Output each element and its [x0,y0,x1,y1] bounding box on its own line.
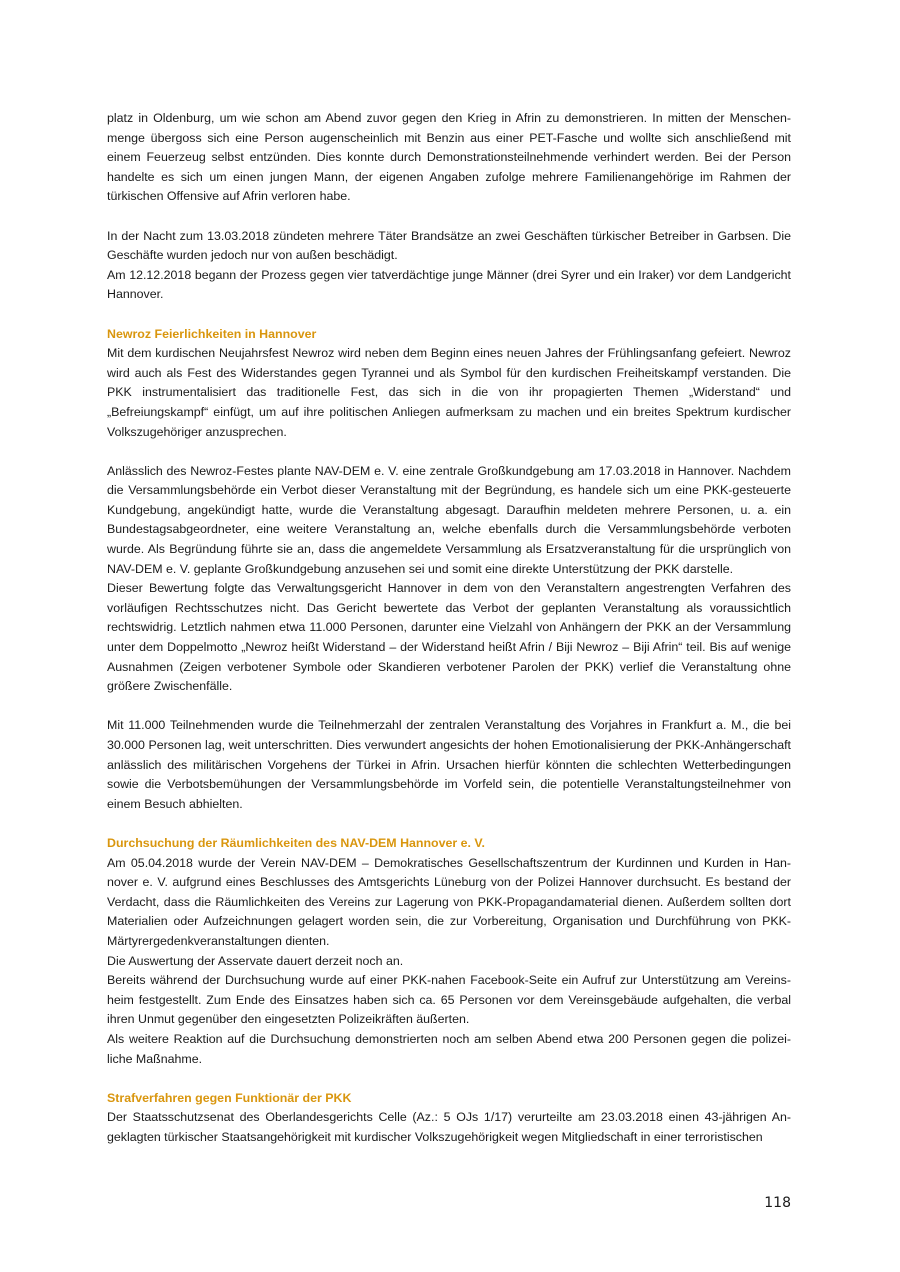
page-number: 118 [764,1195,791,1211]
paragraph-newroz-ban: Anlässlich des Newroz-Festes plante NAV-DEM e. V. eine zentrale Großkundgebung am 17.03.2018 in Hannover. Nachdem die Versammlungsbehörde ein Verbot dieser Veranstaltung mit der Begründung, es handele sich um eine PKK-gesteuerte Kundgebung, angekündigt hatte, wurde die Veranstaltung abgesagt. Daraufhin meldeten mehrere Personen, u. a. ein Bundestagsabgeordneter, eine weitere Veranstaltung an, welche ebenfalls durch die Versammlungsbehörde verboten wurde. Als Begründung führte sie an, dass die angemeldete Versammlung als Ersatzveranstaltung für die ursprünglich von NAV-DEM e. V. geplante Großkundgebung anzusehen sei und somit eine direkte Unterstützung der PKK darstelle. [107,463,791,576]
paragraph-gap [107,207,791,227]
document-body [107,109,791,1147]
paragraph-gap [107,442,791,462]
paragraph-gap [107,305,791,325]
paragraph-arson-garbsen: In der Nacht zum 13.03.2018 zündeten mehrere Täter Brandsätze an zwei Geschäften türkischer Betreiber in Garbsen. Die Geschäfte wurden jedoch nur von außen beschädigt. [107,228,791,263]
paragraph-court-ruling: Dieser Bewertung folgte das Verwaltungsgericht Hannover in dem von den Veranstaltern angestrengten Verfahren des vorläufigen Rechtsschutzes nicht. Das Gericht bewertete das Verbot der geplanten Veranstaltung als voraussichtlich rechtswidrig. Letztlich nahmen etwa 11.000 Personen, darunter eine Vielzahl von Anhängern der PKK an der Versammlung unter dem Doppelmotto „Newroz heißt Widerstand – der Widerstand heißt Afrin / Biji Newroz – Biji Afrin“ teil. Bis auf wenige Ausnahmen (Zeigen verbotener Symbole oder Skandieren verbotener Parolen der PKK) verlief die Veranstaltung ohne größere Zwischenfälle. [107,581,791,694]
paragraph-gap [107,814,791,834]
paragraph-participant-count: Mit 11.000 Teilnehmenden wurde die Teilnehmerzahl der zentralen Veranstaltung des Vorjahres in Frankfurt a. M., die bei 30.000 Personen lag, weit unterschritten. Dies verwundert angesichts der hohen Emotionalisierung der PKK-Anhängerschaft anlässlich des militärischen Vorgehens der Türkei in Afrin. Ursachen hierfür könnten die schlechten Wetterbedingungen sowie die Verbotsbemühungen der Versammlungsbehörde im Vorfeld sein, die potentielle Veranstaltungsteilnehmer von einem Besuch abhielten. [107,718,791,811]
paragraph-self-immolation-attempt: platz in Oldenburg, um wie schon am Abend zuvor gegen den Krieg in Afrin zu demonstrieren. In mitten der Menschenmenge übergoss sich eine Person augenscheinlich mit Benzin aus einer PET-Fasche und wollte sich anschließend mit einem Feuerzeug selbst entzünden. Dies konnte durch Demonstrationsteilnehmende verhindert werden. Bei der Person handelte es sich um einen jungen Mann, der eigenen Angaben zufolge mehrere Familienangehörige im Rahmen der türkischen Offensive auf Afrin verloren habe. [107,111,791,204]
paragraph-demonstration: Als weitere Reaktion auf die Durchsuchung demonstrierten noch am selben Abend etwa 200 Personen gegen die polizeiliche Maßnahme. [107,1031,791,1066]
section-heading-newroz: Newroz Feierlichkeiten in Hannover [107,326,317,341]
paragraph-facebook-call: Bereits während der Durchsuchung wurde auf einer PKK-nahen Facebook-Seite ein Aufruf zur Unterstützung am Vereinsheim festgestellt. Zum Ende des Einsatzes haben sich ca. 65 Personen vor dem Vereinsgebäude aufgehalten, die verbal ihren Unmut gegenüber den eingesetzten Polizeikräften äußerten. [107,973,791,1027]
section-heading-criminal-proceedings: Strafverfahren gegen Funktionär der PKK [107,1090,352,1105]
paragraph-evidence-evaluation: Die Auswertung der Asservate dauert derzeit noch an. [107,953,404,968]
section-heading-search: Durchsuchung der Räumlichkeiten des NAV-DEM Hannover e. V. [107,835,486,850]
paragraph-search: Am 05.04.2018 wurde der Verein NAV-DEM – Demokratisches Gesellschaftszentrum der Kurdinnen und Kurden in Hannover e. V. aufgrund eines Beschlusses des Amtsgerichts Lüneburg von der Polizei Hannover durchsucht. Es bestand der Verdacht, dass die Räumlichkeiten des Vereins zur Lagerung von PKK-Propagandamaterial dienen. Außerdem sollten dort Materialien oder Aufzeichnungen gelagert worden sein, die zur Vorbereitung, Organisation und Durchführung von PKK-Märtyrergedenkveranstaltungen dienten. [107,855,791,948]
paragraph-gap [107,1069,791,1089]
paragraph-criminal-proceedings: Der Staatsschutzsenat des Oberlandesgerichts Celle (Az.: 5 OJs 1/17) verurteilte am 23.03.2018 einen 43-jährigen Angeklagten türkischer Staatsangehörigkeit mit kurdischer Volkszugehörigkeit wegen Mitgliedschaft in einer terroristischen [107,1110,791,1144]
paragraph-trial: Am 12.12.2018 begann der Prozess gegen vier tatverdächtige junge Männer (drei Syrer und ein Iraker) vor dem Landgericht Hannover. [107,267,791,302]
paragraph-newroz-intro: Mit dem kurdischen Neujahrsfest Newroz wird neben dem Beginn eines neuen Jahres der Frühlingsanfang gefeiert. Newroz wird auch als Fest des Widerstandes gegen Tyrannei und als Symbol für den kurdischen Freiheitskampf verstanden. Die PKK instrumentalisiert das traditionelle Fest, das sich in die von ihr propagierten Themen „Widerstand“ und „Befreiungskampf“ einfügt, um auf ihre politischen Anliegen aufmerksam zu machen und ein breites Spektrum kurdischer Volkszugehöriger anzusprechen. [107,346,791,439]
paragraph-gap [107,697,791,717]
